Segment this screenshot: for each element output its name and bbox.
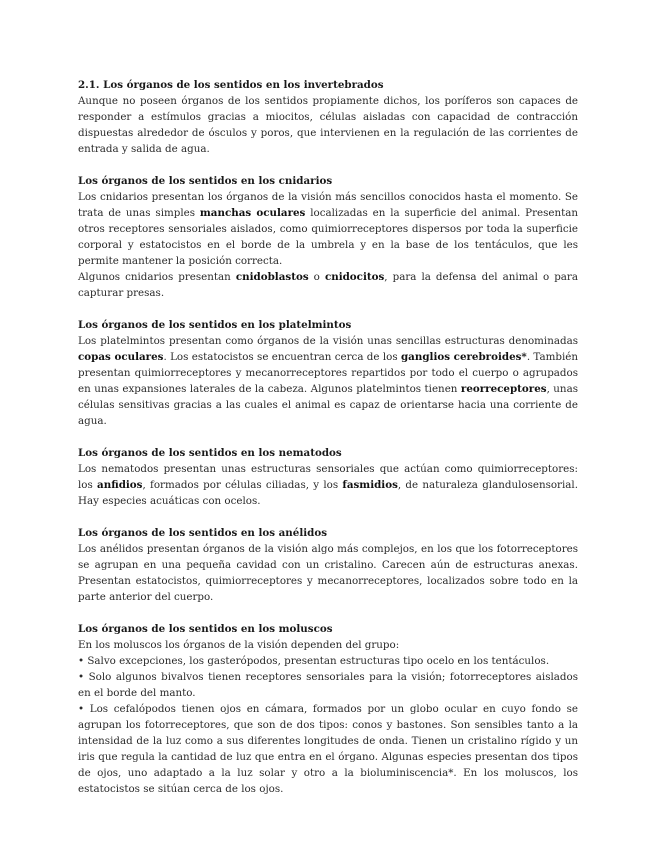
- paragraph: [78, 637, 578, 653]
- bold-term: cnidocitos: [324, 271, 385, 283]
- text-run: • Salvo excepciones, los gasterópodos, presentan estructuras tipo ocelo en los tentáculos.: [78, 655, 550, 667]
- bold-term: reorreceptores: [460, 383, 547, 395]
- text-run: o: [308, 271, 325, 283]
- paragraph: [78, 541, 578, 605]
- paragraph: [78, 269, 578, 301]
- section-heading: Los órganos de los sentidos en los anélidos: [78, 527, 328, 539]
- document-section: [78, 77, 578, 157]
- paragraph: [78, 93, 578, 157]
- document-section: [78, 445, 578, 509]
- section-heading: Los órganos de los sentidos en los nematodos: [78, 447, 342, 459]
- document-page: [78, 77, 578, 813]
- text-run: , formados por células ciliadas, y los: [142, 479, 343, 491]
- text-run: . También presentan quimiorreceptores y mecanorreceptores repartidos por todo el cuerpo o agrupados en unas expansiones laterales de la cabeza. Algunos platelmintos tienen: [78, 351, 579, 395]
- document-section: [78, 525, 578, 605]
- paragraph: [78, 669, 578, 701]
- text-run: . Los estatocistos se encuentran cerca de los: [163, 351, 401, 363]
- paragraph: [78, 333, 578, 429]
- document-section: [78, 317, 578, 429]
- text-run: Los nematodos presentan unas estructuras sensoriales que actúan como quimiorreceptores: los: [78, 463, 578, 491]
- text-run: • Los cefalópodos tienen ojos en cámara, formados por un globo ocular en cuyo fondo se agrupan los fotorreceptores, que son de dos tipos: conos y bastones. Son sensibles tanto a la intensidad de la luz como a sus diferentes longitudes de onda. Tienen un cristalino rígido y un iris que regula la cantidad de luz que entra en el órgano. Algunas especies presentan dos tipos de ojos, uno adaptado a la luz solar y otro a la bioluminiscencia*. En los moluscos, los estatocistos se sitúan cerca de los ojos.: [78, 703, 578, 795]
- paragraph: [78, 461, 578, 509]
- document-section: [78, 173, 578, 301]
- section-heading: Los órganos de los sentidos en los moluscos: [78, 623, 333, 635]
- text-run: , unas células sensitivas gracias a las cuales el animal es capaz de orientarse hacia una corriente de agua.: [78, 383, 578, 427]
- text-run: Los cnidarios presentan los órganos de la visión más sencillos conocidos hasta el momento. Se trata de unas simples: [78, 191, 578, 219]
- bold-term: manchas oculares: [199, 207, 306, 219]
- bold-term: fasmidios: [342, 479, 398, 491]
- text-run: En los moluscos los órganos de la visión dependen del grupo:: [78, 639, 400, 651]
- section-heading: Los órganos de los sentidos en los platelmintos: [78, 319, 352, 331]
- document-section: [78, 621, 578, 797]
- text-run: Los platelmintos presentan como órganos de la visión unas sencillas estructuras denominadas: [78, 335, 578, 347]
- paragraph: [78, 653, 578, 669]
- paragraph: [78, 701, 578, 797]
- text-run: Algunos cnidarios presentan: [78, 271, 236, 283]
- text-run: localizadas en la superficie del animal. Presentan otros receptores sensoriales aislados, como quimiorreceptores dispersos por toda la superficie corporal y estatocistos en el borde de la umbrela y en la base de los tentáculos, que les permite mantener la posición correcta.: [78, 207, 579, 267]
- text-run: , de naturaleza glandulosensorial. Hay especies acuáticas con ocelos.: [78, 479, 578, 507]
- bold-term: ganglios cerebroides*: [400, 351, 527, 363]
- paragraph: [78, 189, 578, 269]
- bold-term: copas oculares: [78, 351, 164, 363]
- text-run: , para la defensa del animal o para capturar presas.: [78, 271, 578, 299]
- bold-term: cnidoblastos: [235, 271, 309, 283]
- text-run: Aunque no poseen órganos de los sentidos propiamente dichos, los poríferos son capaces de responder a estímulos gracias a miocitos, células aisladas con capacidad de contracción dispuestas alrededor de ósculos y poros, que intervienen en la regulación de las corrientes de entrada y salida de agua.: [78, 95, 578, 155]
- text-run: Los anélidos presentan órganos de la visión algo más complejos, en los que los fotorreceptores se agrupan en una pequeña cavidad con un cristalino. Carecen aún de estructuras anexas. Presentan estatocistos, quimiorreceptores y mecanorreceptores, localizados sobre todo en la parte anterior del cuerpo.: [78, 543, 578, 603]
- bold-term: anfidios: [97, 479, 143, 491]
- text-run: • Solo algunos bivalvos tienen receptores sensoriales para la visión; fotorreceptores aislados en el borde del manto.: [78, 671, 578, 699]
- section-heading: 2.1. Los órganos de los sentidos en los invertebrados: [78, 79, 384, 91]
- section-heading: Los órganos de los sentidos en los cnidarios: [78, 175, 333, 187]
